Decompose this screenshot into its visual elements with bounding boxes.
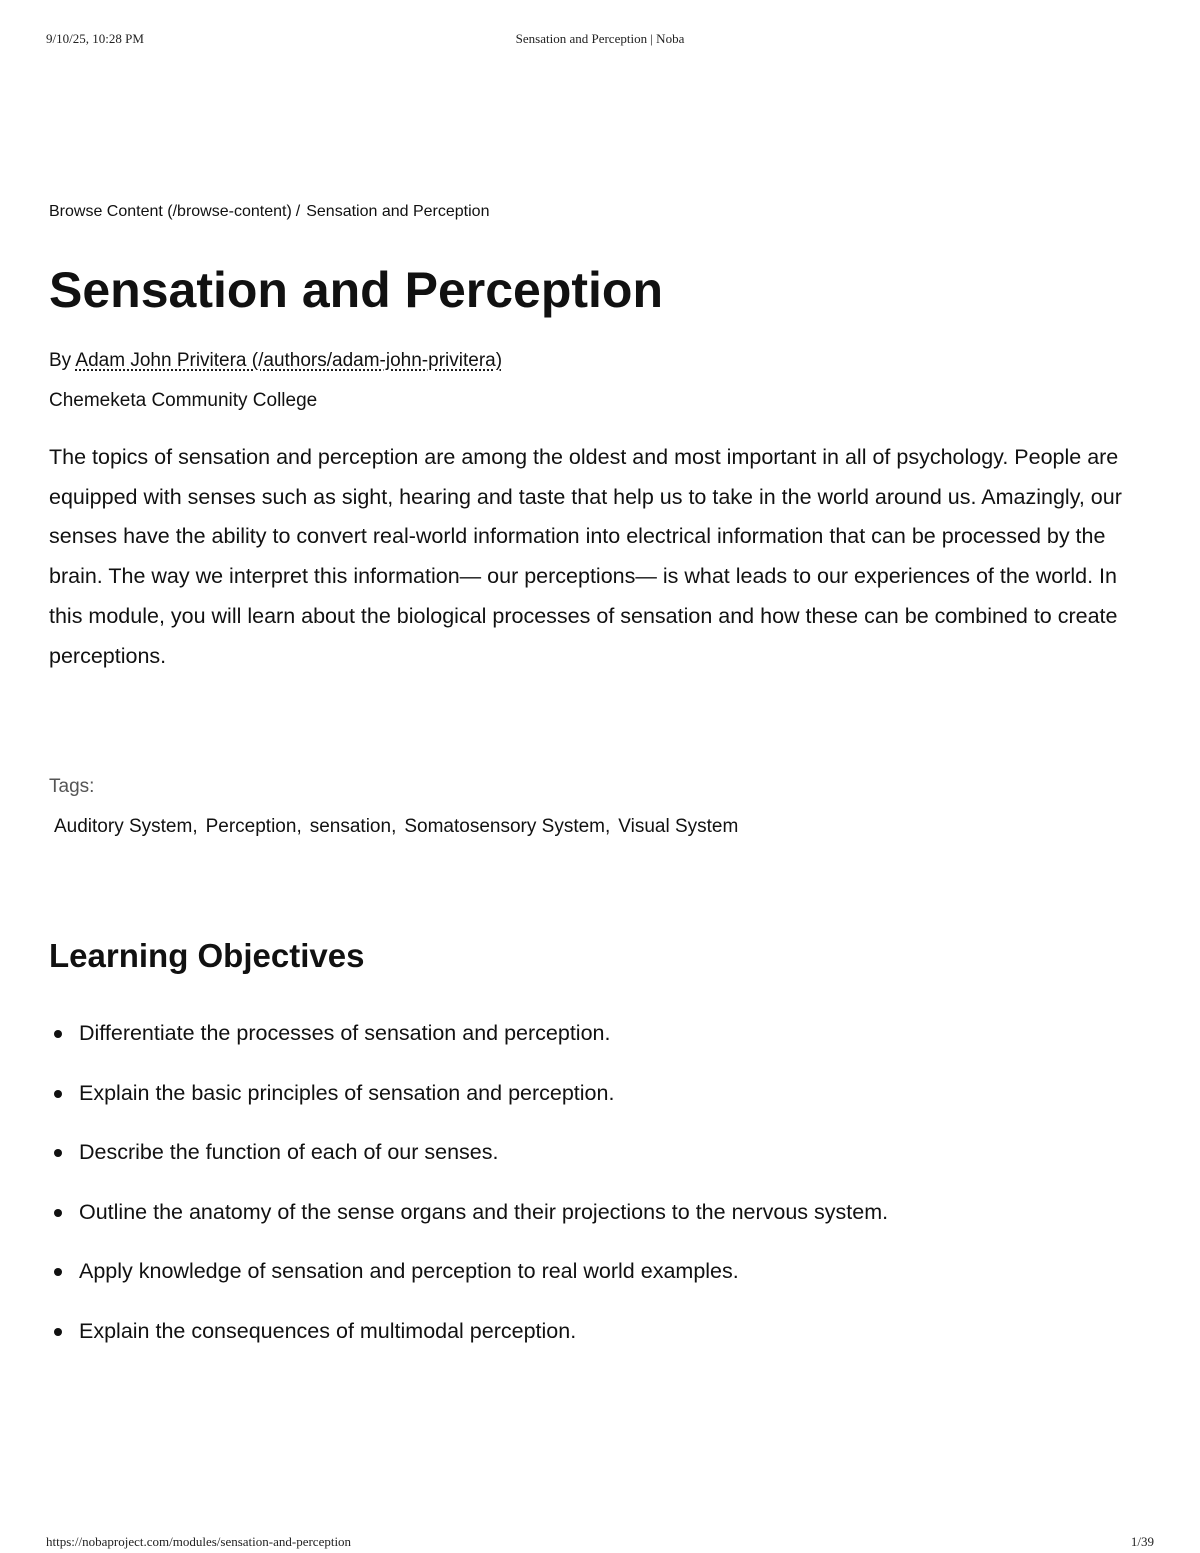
tags-section <box>49 772 1149 842</box>
breadcrumb <box>49 196 1149 228</box>
tag-separator: , <box>296 816 302 838</box>
list-item <box>49 1018 1149 1048</box>
objective-text: Explain the basic principles of sensation and perception. <box>79 1080 615 1105</box>
breadcrumb-separator: / <box>295 203 301 220</box>
article-content <box>49 196 1149 1375</box>
objective-text: Describe the function of each of our senses. <box>79 1140 499 1165</box>
author-link[interactable]: Adam John Privitera (/authors/adam-john-privitera) <box>75 350 503 371</box>
list-item <box>49 1078 1149 1108</box>
tag-auditory-system[interactable]: Auditory System <box>54 816 193 838</box>
bullet-icon <box>54 1328 62 1336</box>
print-page-number: 1/39 <box>1130 1534 1154 1549</box>
tag-separator: , <box>192 816 198 838</box>
breadcrumb-browse-content-link[interactable]: Browse Content (/browse-content) <box>49 203 292 220</box>
bullet-icon <box>54 1209 62 1217</box>
page-title: Sensation and Perception <box>49 262 664 318</box>
print-footer <box>46 1534 1154 1552</box>
bullet-icon <box>54 1149 62 1157</box>
bullet-icon <box>54 1268 62 1276</box>
byline <box>49 346 1149 376</box>
list-item <box>49 1137 1149 1167</box>
print-url: https://nobaproject.com/modules/sensation-and-perception <box>46 1534 352 1549</box>
tag-separator: , <box>391 816 397 838</box>
objective-text: Outline the anatomy of the sense organs and their projections to the nervous system. <box>79 1199 889 1224</box>
bullet-icon <box>54 1030 62 1038</box>
list-item <box>49 1197 1149 1227</box>
list-item <box>49 1256 1149 1286</box>
list-item <box>49 1316 1149 1346</box>
author-affiliation: Chemeketa Community College <box>49 390 318 411</box>
tags-list <box>49 812 1149 842</box>
objective-text: Differentiate the processes of sensation and perception. <box>79 1021 611 1046</box>
tag-perception[interactable]: Perception <box>205 816 297 838</box>
print-header <box>46 31 1154 49</box>
bullet-icon <box>54 1090 62 1098</box>
objective-text: Explain the consequences of multimodal perception. <box>79 1318 577 1343</box>
abstract-paragraph: The topics of sensation and perception are among the oldest and most important in all of psychology. People are equipped with senses such as sight, hearing and taste that help us to take in the world around us. Amazingly, our senses have the ability to convert real-world information into electrical information that can be processed by the brain. The way we interpret this information— our perceptions— is what leads to our experiences of the world. In this module, you will learn about the biological processes of sensation and how these can be combined to create perceptions. <box>49 445 1122 668</box>
learning-objectives-heading: Learning Objectives <box>49 937 365 975</box>
tag-visual-system[interactable]: Visual System <box>618 816 739 838</box>
byline-prefix: By <box>49 350 72 371</box>
print-page-title: Sensation and Perception | Noba <box>515 31 685 46</box>
tag-separator: , <box>605 816 611 838</box>
breadcrumb-current: Sensation and Perception <box>306 203 490 220</box>
tags-label: Tags: <box>49 776 95 798</box>
learning-objectives-list <box>49 1018 1149 1346</box>
tag-sensation[interactable]: sensation <box>309 816 392 838</box>
objective-text: Apply knowledge of sensation and perception to real world examples. <box>79 1259 739 1284</box>
print-datetime: 9/10/25, 10:28 PM <box>46 31 144 46</box>
tag-somatosensory-system[interactable]: Somatosensory System <box>404 816 605 838</box>
